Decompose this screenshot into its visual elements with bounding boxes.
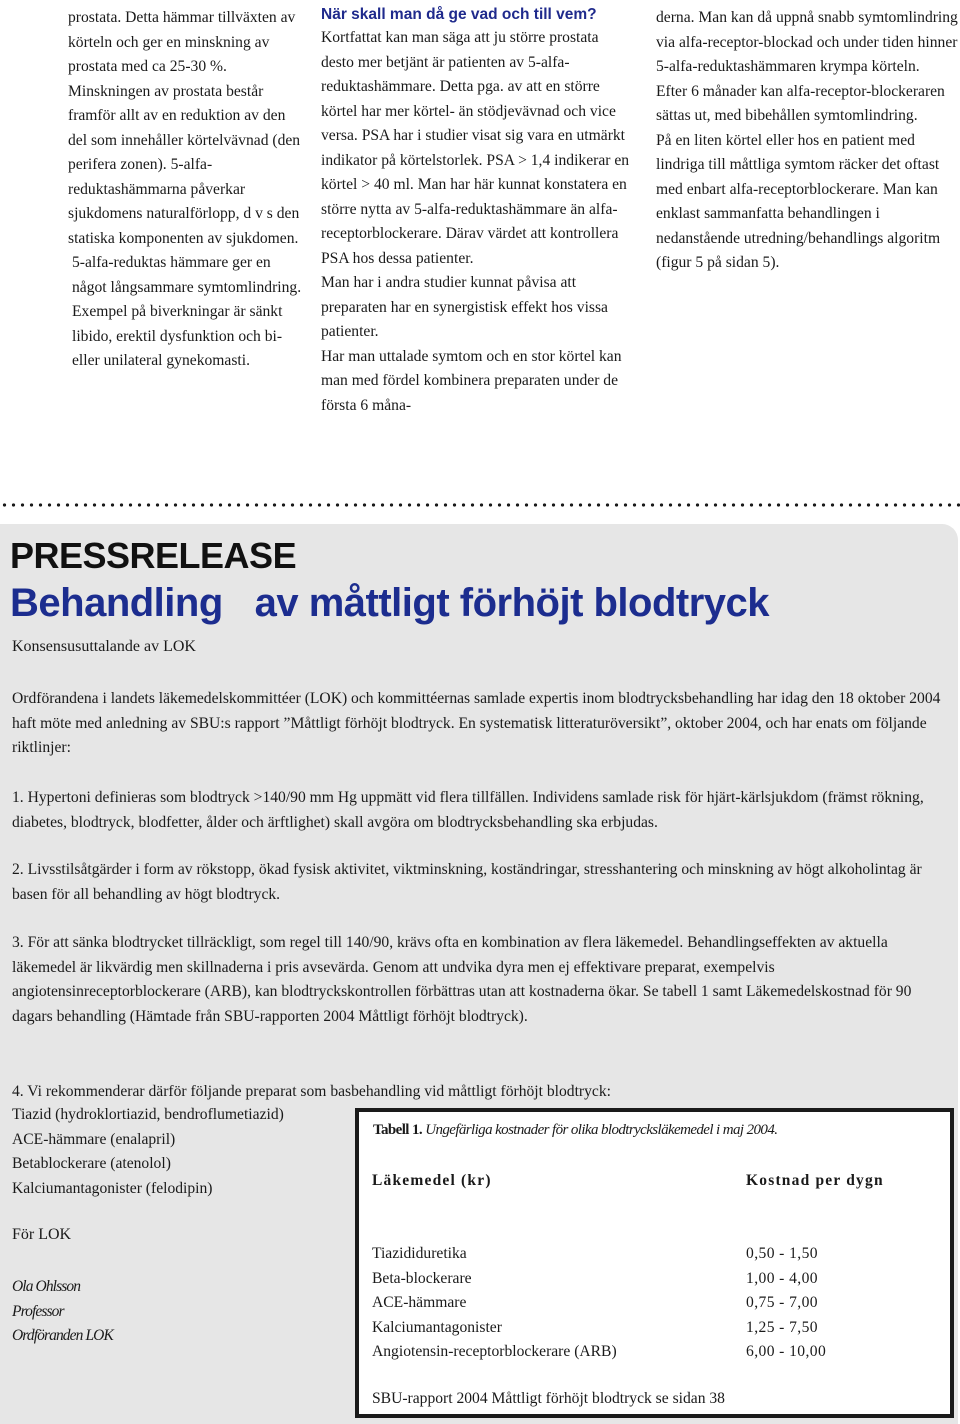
- article-column-2: [321, 6, 633, 418]
- article-paragraph: prostata. Detta hämmar tillväxten av körteln och ger en minskning av prostata med ca 25-30 %. Minskningen av prostata består framför allt av en reduktion av den del som innehåller körtelvävnad (den perifera zonen). 5-alfa-reduktashämmarna påverkar sjukdomens naturalförlopp, d v s den statiska komponenten av sjukdomen.: [68, 9, 301, 247]
- drug-cell: Kalciumantagonister: [372, 1318, 502, 1336]
- table-row: [372, 1316, 932, 1341]
- intro-paragraph: [12, 687, 947, 761]
- article-column-3: [656, 6, 960, 276]
- article-paragraph: Man har i andra studier kunnat påvisa att preparaten har en synergistisk effekt hos vissa patienter.: [321, 274, 608, 340]
- article-column-1: [68, 6, 304, 374]
- table-row: [372, 1242, 932, 1267]
- guideline-text: 2. Livsstilsåtgärder i form av rökstopp, ökad fysisk aktivitet, viktminskning, koständringar, stresshantering och minskning av högt alkoholintag är basen för all behandling av högt blodtryck.: [12, 861, 922, 903]
- signer-name: Ola Ohlsson: [12, 1278, 81, 1295]
- signature-block: [12, 1275, 113, 1349]
- table-row: [372, 1340, 932, 1365]
- guideline-2: [12, 858, 947, 907]
- guideline-text: 1. Hypertoni definieras som blodtryck >140/90 mm Hg uppmätt vid flera tillfällen. Individens samlade risk för hjärt-kärlsjukdom (främst rökning, diabetes, blodtryck, blodfetter, ålder och ärftlighet) skall avgöra om blodtrycksbehandling ska erbjudas.: [12, 789, 924, 831]
- list-item: Kalciumantagonister (felodipin): [12, 1179, 213, 1197]
- table-source: SBU-rapport 2004 Måttligt förhöjt blodtryck se sidan 38: [372, 1390, 725, 1407]
- cost-cell: 6,00 - 10,00: [746, 1343, 827, 1360]
- drug-cell: Tiazididuretika: [372, 1245, 467, 1262]
- guideline-text: 4. Vi rekommenderar därför följande preparat som basbehandling vid måttligt förhöjt blodtryck:: [12, 1083, 611, 1100]
- article-paragraph: 5-alfa-reduktas hämmare ger en något långsammare symtomlindring.: [72, 254, 302, 296]
- article-paragraph: Exempel på biverkningar är sänkt libido, erektil dysfunktion och bi- eller unilateral gynekomasti.: [72, 303, 283, 369]
- signer-title: Professor: [12, 1302, 64, 1320]
- list-item: Tiazid (hydroklortiazid, bendroflumetiazid): [12, 1106, 284, 1123]
- pressrelease-subtitle: Konsensusuttalande av LOK: [12, 638, 196, 655]
- signer-role: Ordföranden LOK: [12, 1327, 113, 1344]
- table-caption: [373, 1122, 777, 1139]
- column-header-drug: Läkemedel (kr): [372, 1172, 492, 1189]
- drug-cell: Angiotensin-receptorblockerare (ARB): [372, 1343, 617, 1360]
- table-label: Tabell 1.: [373, 1122, 423, 1138]
- guideline-3: [12, 931, 917, 1029]
- cost-cell: 0,75 - 7,00: [746, 1294, 818, 1311]
- dotted-divider: [0, 502, 960, 508]
- table-caption-text: Ungefärliga kostnader för olika blodtrycksläkemedel i maj 2004.: [425, 1122, 778, 1138]
- cost-cell: 1,00 - 4,00: [746, 1269, 818, 1287]
- article-paragraph: Har man uttalade symtom och en stor körtel kan man med fördel kombinera preparaten under de första 6 måna-: [321, 347, 622, 414]
- list-item: Betablockerare (atenolol): [12, 1155, 171, 1172]
- sign-off: För LOK: [12, 1226, 72, 1243]
- cost-table: [355, 1108, 954, 1418]
- article-paragraph: På en liten körtel eller hos en patient med lindriga till måttliga symtom räcker det oftast med enbart alfa-receptorblockerare. Man kan enklast sammanfatta behandlingen i nedanstående utredning/behandlings algoritm (figur 5 på sidan 5).: [656, 131, 941, 271]
- guideline-1: [12, 786, 947, 835]
- cost-cell: 0,50 - 1,50: [746, 1245, 818, 1262]
- guideline-4: [12, 1080, 947, 1105]
- intro-text: Ordförandena i landets läkemedelskommittéer (LOK) och kommittéernas samlade expertis inom blodtrycksbehandling har idag den 18 oktober 2004 haft möte med anledning av SBU:s rapport ”Måttligt förhöjt blodtryck. En systematisk litteraturöversikt”, oktober 2004, och har enats om följande riktlinjer:: [12, 690, 941, 756]
- table-body: [372, 1242, 932, 1365]
- guideline-text: 3. För att sänka blodtrycket tillräckligt, som regel till 140/90, krävs ofta en kombination av flera läkemedel. Behandlingseffekten av aktuella läkemedel är likvärdig men skillnaderna i pris avsevärda. Genom att undvika dyra men ej effektivare preparat, exempelvis angiotensinreceptorblockerare (ARB), kan blodtryckskontrollen förbättras utan att kostnaderna ökar. Se tabell 1 samt Läkemedelskostnad för 90 dagars behandling (Hämtade från SBU-rapporten 2004 Måttligt förhöjt blodtryck).: [12, 934, 912, 1025]
- article-paragraph: Efter 6 månader kan alfa-receptor-blockeraren sättas ut, med bibehållen symtomlindring.: [656, 82, 945, 124]
- section-heading: När skall man då ge vad och till vem?: [321, 6, 597, 23]
- table-row: [372, 1291, 932, 1316]
- table-row: [372, 1267, 932, 1292]
- drug-cell: Beta-blockerare: [372, 1269, 472, 1287]
- article-paragraph: derna. Man kan då uppnå snabb symtomlindring via alfa-receptor-blockad och under tiden hinner 5-alfa-reduktashämmaren krympa körteln.: [656, 9, 958, 75]
- drug-cell: ACE-hämmare: [372, 1294, 467, 1311]
- pressrelease-label: PRESSRELEASE: [10, 535, 297, 576]
- list-item: ACE-hämmare (enalapril): [12, 1130, 176, 1148]
- pressrelease-title: Behandling av måttligt förhöjt blodtryck: [10, 581, 770, 625]
- article-paragraph: Kortfattat kan man säga att ju större prostata desto mer betjänt är patienten av 5-alfa-reduktashämmare. Detta pga. av att en större körtel har mer körtel- än stödjevävnad och vice versa. PSA har i studier visat sig vara en utmärkt indikator på körtelstorlek. PSA > 1,4 indikerar en körtel > 40 ml. Man har här kunnat konstatera en större nytta av 5-alfa-reduktashämmare än alfa-receptorblockerare. Därav värdet att kontrollera PSA hos dessa patienter.: [321, 29, 630, 267]
- column-header-cost: Kostnad per dygn: [746, 1172, 884, 1189]
- recommended-drugs-list: [12, 1103, 284, 1201]
- cost-cell: 1,25 - 7,50: [746, 1318, 818, 1336]
